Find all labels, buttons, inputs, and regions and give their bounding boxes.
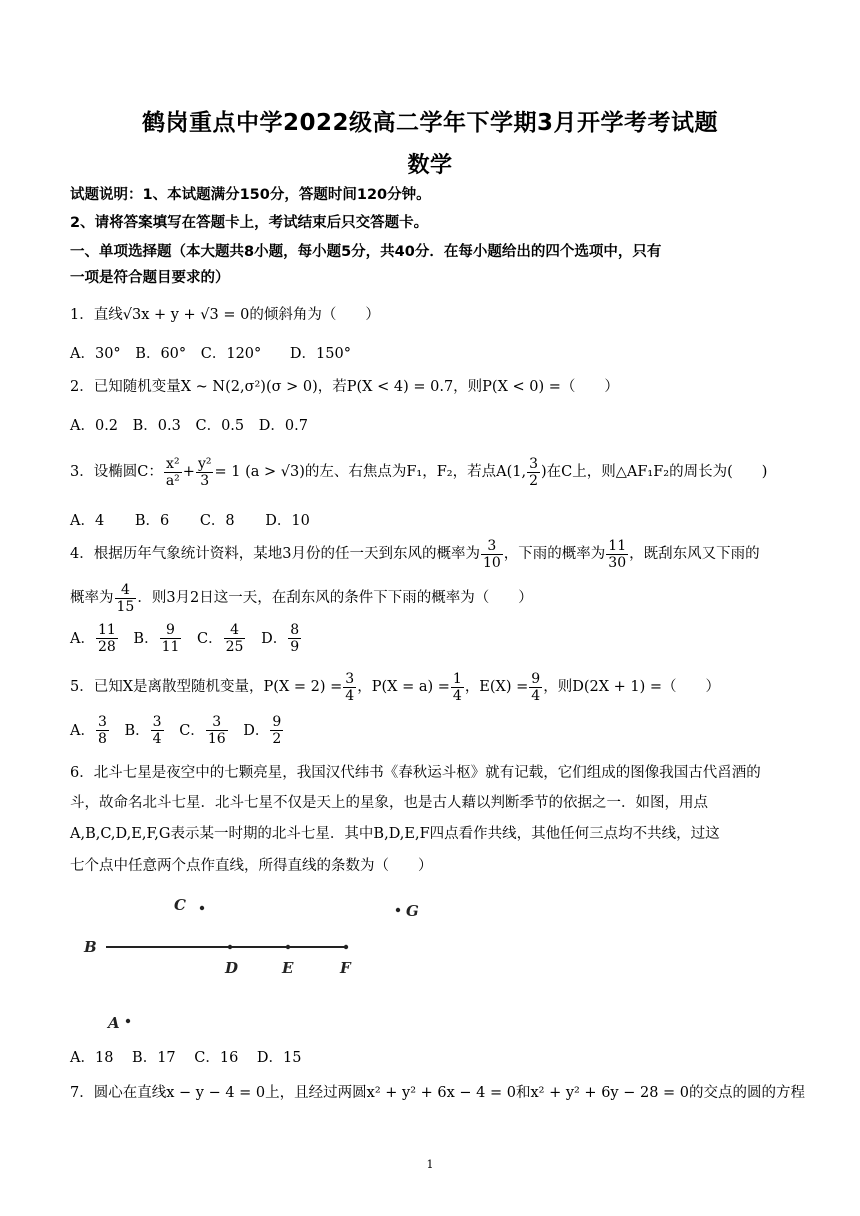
point-d — [228, 945, 232, 949]
question-3-text: 3．设椭圆C： $\frac{\text{x²}}{\text{a²}}$ + $\frac{\text{y²}}{3}$ = 1 (a > √3)的左、右焦点为F₁，F₂，若点A(1, $\frac{3}{2}$ )在C上，则△AF₁F₂的周长为( ) — [70, 455, 768, 489]
label-b: B — [84, 938, 97, 956]
option-b: B．6 — [134, 513, 170, 529]
fraction: $\frac{\text{y²}}{3}$ — [197, 455, 212, 489]
label-f: F — [340, 959, 351, 977]
question-3-options — [70, 509, 320, 530]
fraction: $\frac{3}{4}$ — [345, 670, 355, 704]
option-c: C．120° — [200, 346, 262, 362]
big-dipper-figure — [70, 888, 450, 1038]
question-4-line-1: 4．根据历年气象统计资料，某地3月份的任一天到东风的概率为 $\frac{3}{10}$ ，下雨的概率为 $\frac{11}{30}$ ，既刮东风又下雨的 — [70, 537, 760, 571]
section-heading-line-1: 一、单项选择题（本大题共8小题，每小题5分，共40分．在每小题给出的四个选项中，只有 — [70, 244, 662, 260]
question-4-options — [70, 622, 312, 655]
option-c: C． $\frac{4}{25}$ — [197, 622, 244, 655]
question-2-text: 2．已知随机变量X ~ N(2,σ²)(σ > 0)，若P(X < 4) = 0.7，则P(X < 0) =（ ） — [70, 379, 619, 395]
question-4-line-2: 概率为 $\frac{4}{15}$ ．则3月2日这一天，在刮东风的条件下下雨的概率为（ ） — [70, 581, 533, 615]
point-e — [286, 945, 290, 949]
label-a: A — [108, 1014, 120, 1032]
option-c: C． $\frac{3}{16}$ — [179, 714, 226, 747]
page-number: 1 — [426, 1158, 434, 1171]
option-a: A．30° — [70, 346, 121, 362]
option-c: C．16 — [194, 1050, 239, 1066]
fraction: $\frac{3}{2}$ — [529, 455, 538, 489]
fraction: $\frac{\text{x²}}{\text{a²}}$ — [165, 455, 180, 489]
fraction: $\frac{3}{10}$ — [482, 537, 501, 571]
option-b: B．60° — [135, 346, 187, 362]
option-d: D． $\frac{8}{9}$ — [261, 622, 300, 655]
fraction: $\frac{11}{30}$ — [608, 537, 627, 571]
question-7-text: 7．圆心在直线x − y − 4 = 0上，且经过两圆x² + y² + 6x − 4 = 0和x² + y² + 6y − 28 = 0的交点的圆的方程 — [70, 1085, 806, 1101]
point-g — [396, 908, 400, 912]
instruction-line-1: 试题说明：1、本试题满分150分，答题时间120分钟。 — [70, 187, 431, 203]
option-c: C．8 — [199, 513, 235, 529]
exam-title: 鹤岗重点中学2022级高二学年下学期3月开学考考试题 — [141, 110, 719, 136]
option-a: A． $\frac{11}{28}$ — [70, 622, 116, 655]
label-e: E — [282, 959, 294, 977]
instruction-line-2: 2、请将答案填写在答题卡上，考试结束后只交答题卡。 — [70, 215, 429, 231]
option-b: B．0.3 — [132, 418, 181, 434]
option-d: D．10 — [265, 513, 310, 529]
fraction: $\frac{9}{4}$ — [531, 670, 541, 704]
option-d: D． $\frac{9}{2}$ — [243, 714, 282, 747]
option-d: D．150° — [289, 346, 351, 362]
point-c — [200, 906, 204, 910]
question-6-line-1: 6．北斗七星是夜空中的七颗亮星，我国汉代纬书《春秋运斗枢》就有记载，它们组成的图像我国古代舀酒的 — [70, 765, 761, 781]
option-c: C．0.5 — [195, 418, 245, 434]
option-d: D．15 — [256, 1050, 302, 1066]
question-1-text: 1．直线√3x + y + √3 = 0的倾斜角为（ ） — [70, 307, 380, 323]
label-d: D — [225, 959, 239, 977]
question-5-options — [70, 714, 294, 747]
question-5-text: 5．已知X是离散型随机变量，P(X = 2) = $\frac{3}{4}$ ，P(X = a) = $\frac{1}{4}$ ，E(X) = $\frac{9}{4}$ ，则D(2X + 1) =（ ） — [70, 670, 721, 704]
option-a: A．0.2 — [70, 418, 119, 434]
fraction: $\frac{1}{4}$ — [452, 670, 462, 704]
option-b: B． $\frac{3}{4}$ — [124, 714, 162, 747]
label-g: G — [406, 902, 419, 920]
fraction: $\frac{4}{15}$ — [116, 581, 135, 615]
option-a: A．18 — [70, 1050, 114, 1066]
option-a: A． $\frac{3}{8}$ — [70, 714, 107, 747]
question-6-line-4: 七个点中任意两个点作直线，所得直线的条数为（ ） — [70, 858, 433, 874]
option-b: B．17 — [132, 1050, 176, 1066]
subject-title: 数学 — [407, 153, 453, 178]
option-a: A．4 — [70, 513, 105, 529]
question-6-options — [70, 1046, 312, 1067]
question-1-options — [70, 342, 361, 363]
label-c: C — [174, 896, 186, 914]
point-f — [344, 945, 348, 949]
point-a — [126, 1019, 130, 1023]
question-6-line-2: 斗，故命名北斗七星．北斗七星不仅是天上的星象，也是古人藉以判断季节的依据之一．如图，用点 — [70, 795, 708, 811]
option-b: B． $\frac{9}{11}$ — [133, 622, 180, 655]
question-2-options — [70, 414, 318, 435]
question-6-line-3: A,B,C,D,E,F,G表示某一时期的北斗七星．其中B,D,E,F四点看作共线，其他任何三点均不共线，过这 — [70, 826, 720, 842]
section-heading-line-2: 一项是符合题目要求的） — [70, 270, 230, 286]
option-d: D．0.7 — [258, 418, 308, 434]
